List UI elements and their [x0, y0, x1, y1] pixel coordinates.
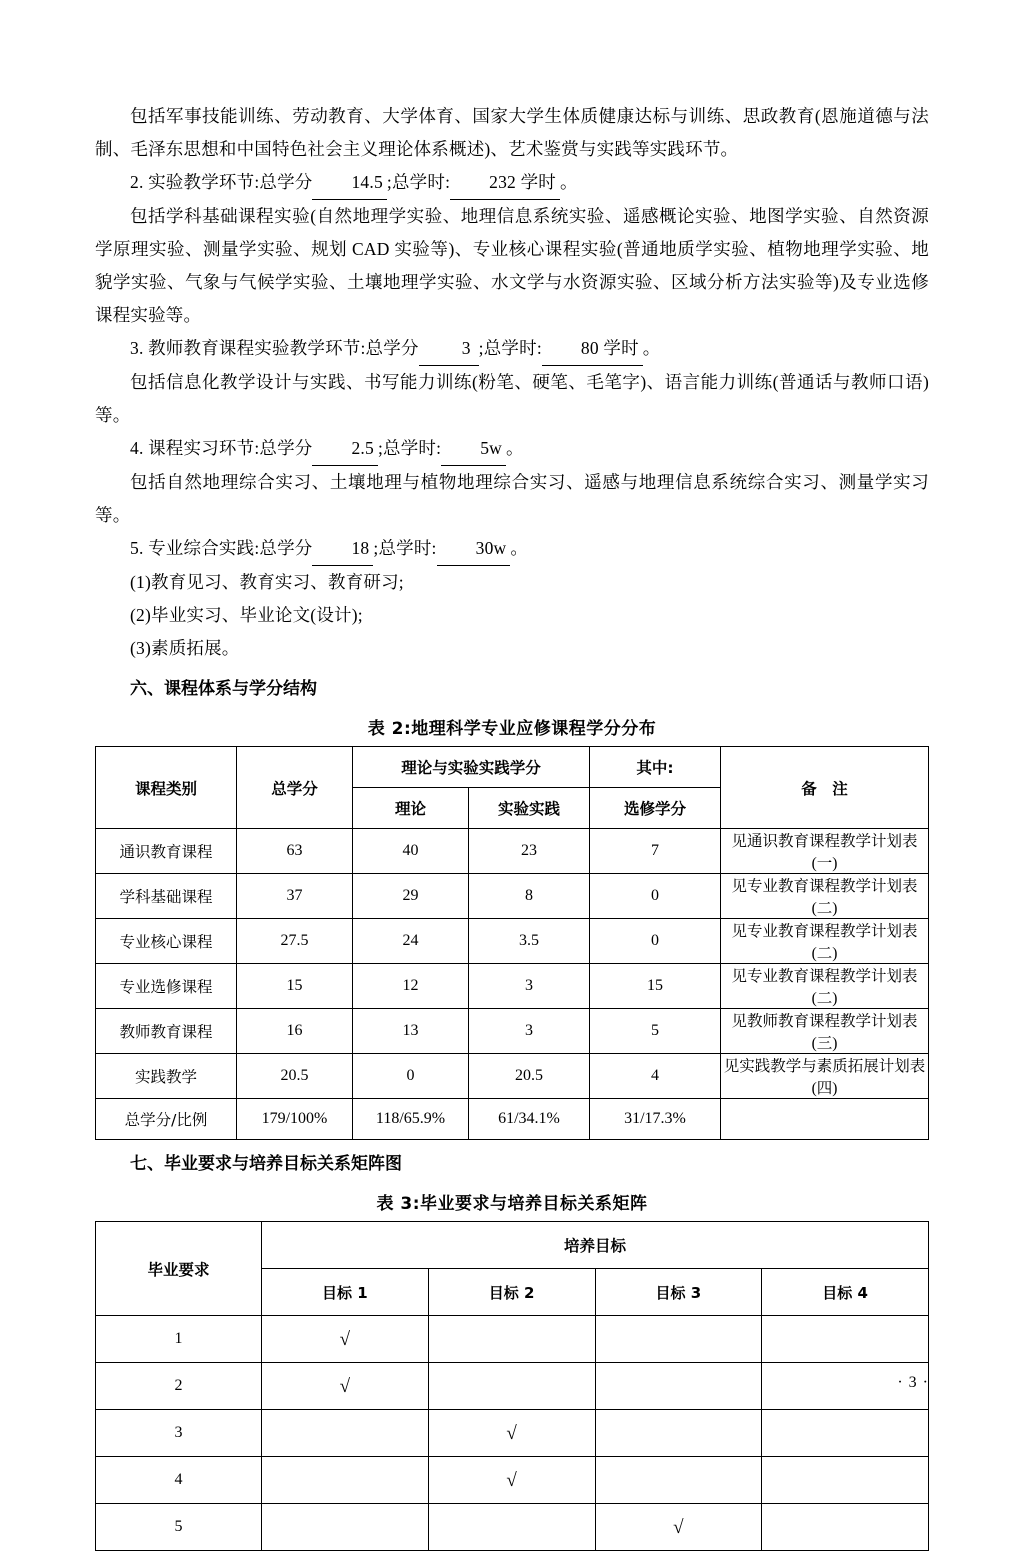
- cell-total: 63: [237, 829, 353, 874]
- paragraph-1: 包括军事技能训练、劳动教育、大学体育、国家大学生体质健康达标与训练、思政教育(恩施道德与法制、毛泽东思想和中国特色社会主义理论体系概述)、艺术鉴赏与实践等实践环节。: [95, 106, 929, 159]
- header-objectives: 培养目标: [262, 1222, 929, 1269]
- cell-requirement: 4: [96, 1457, 262, 1504]
- cell-practice: 3.5: [469, 919, 590, 964]
- header-practice: 实验实践: [469, 788, 590, 829]
- cell-requirement: 2: [96, 1363, 262, 1410]
- table-row: [96, 1316, 929, 1363]
- cell-mark-obj1: [262, 1457, 429, 1504]
- header-objective-3: 目标 3: [595, 1269, 762, 1316]
- table-3-caption: 表 3:毕业要求与培养目标关系矩阵: [376, 1194, 648, 1214]
- cell-course-type: 学科基础课程: [96, 874, 237, 919]
- item-2-line: [95, 166, 929, 200]
- cell-total: 20.5: [237, 1054, 353, 1099]
- cell-practice: 3: [469, 1009, 590, 1054]
- cell-theory: 118/65.9%: [353, 1099, 469, 1140]
- cell-remark: 见专业教育课程教学计划表(二): [721, 964, 929, 1009]
- cell-requirement: 3: [96, 1410, 262, 1457]
- cell-theory: 0: [353, 1054, 469, 1099]
- cell-mark-obj2: [428, 1504, 595, 1551]
- table-2-caption: 表 2:地理科学专业应修课程学分分布: [367, 719, 657, 739]
- page-number: · 3 ·: [897, 1374, 929, 1391]
- cell-total: 27.5: [237, 919, 353, 964]
- item-4-credit-value: 2.5: [312, 432, 377, 466]
- item-2-label: 2. 实验教学环节: [130, 172, 255, 192]
- credit-distribution-table: [95, 746, 929, 1140]
- cell-theory: 12: [353, 964, 469, 1009]
- table-row: [96, 874, 929, 919]
- cell-mark-obj2: [428, 1316, 595, 1363]
- sub-item-1: (1)教育见习、教育实习、教育研习;: [130, 572, 404, 592]
- cell-mark-obj3: [595, 1457, 762, 1504]
- item-4-hours-value: 5w: [441, 432, 506, 466]
- table-3-wrapper: [95, 1221, 929, 1551]
- item-4-hours-label: ;总学时:: [377, 438, 442, 458]
- cell-elective: 7: [590, 829, 721, 874]
- table-row: [96, 964, 929, 1009]
- cell-mark-obj3: √: [595, 1504, 762, 1551]
- table-row-header-1: [96, 1222, 929, 1269]
- paragraph-3: 包括信息化教学设计与实践、书写能力训练(粉笔、硬笔、毛笔字)、语言能力训练(普通话与教师口语)等。: [95, 372, 929, 425]
- header-objective-4: 目标 4: [762, 1269, 929, 1316]
- cell-practice: 8: [469, 874, 590, 919]
- cell-course-type: 教师教育课程: [96, 1009, 237, 1054]
- item-2-credit-label: :总学分: [254, 172, 313, 192]
- header-objective-2: 目标 2: [428, 1269, 595, 1316]
- sub-item-2: (2)毕业实习、毕业论文(设计);: [130, 605, 363, 625]
- cell-mark-obj3: [595, 1316, 762, 1363]
- header-among-which: 其中:: [590, 747, 721, 788]
- cell-mark-obj3: [595, 1363, 762, 1410]
- cell-theory: 24: [353, 919, 469, 964]
- cell-elective: 31/17.3%: [590, 1099, 721, 1140]
- cell-mark-obj2: √: [428, 1457, 595, 1504]
- cell-course-type: 专业选修课程: [96, 964, 237, 1009]
- cell-elective: 0: [590, 874, 721, 919]
- item-3-label: 3. 教师教育课程实验教学环节: [130, 338, 361, 358]
- cell-remark: [721, 1099, 929, 1140]
- header-course-type: 课程类别: [96, 747, 237, 829]
- table-row: [96, 1504, 929, 1551]
- item-5-credit-value: 18: [312, 532, 373, 566]
- cell-remark: 见专业教育课程教学计划表(二): [721, 919, 929, 964]
- cell-mark-obj3: [595, 1410, 762, 1457]
- section-7-heading: 七、毕业要求与培养目标关系矩阵图: [130, 1154, 402, 1174]
- cell-course-type: 通识教育课程: [96, 829, 237, 874]
- cell-requirement: 5: [96, 1504, 262, 1551]
- table-row: [96, 1054, 929, 1099]
- cell-mark-obj4: [762, 1457, 929, 1504]
- cell-mark-obj2: [428, 1363, 595, 1410]
- item-3-credit-value: 3: [419, 332, 479, 366]
- cell-mark-obj4: [762, 1316, 929, 1363]
- cell-total: 15: [237, 964, 353, 1009]
- sub-item-3: (3)素质拓展。: [130, 638, 240, 658]
- item-2-hours-value: 232 学时: [450, 166, 560, 200]
- cell-practice: 3: [469, 964, 590, 1009]
- cell-mark-obj1: [262, 1410, 429, 1457]
- item-5-line: [95, 532, 929, 566]
- cell-practice: 23: [469, 829, 590, 874]
- cell-requirement: 1: [96, 1316, 262, 1363]
- cell-mark-obj2: √: [428, 1410, 595, 1457]
- item-3-credit-label: :总学分: [360, 338, 419, 358]
- cell-theory: 29: [353, 874, 469, 919]
- header-remark: 备 注: [721, 747, 929, 829]
- header-requirement: 毕业要求: [96, 1222, 262, 1316]
- item-4-tail: 。: [506, 438, 524, 458]
- table-row: [96, 1363, 929, 1410]
- table-row-header-1: [96, 747, 929, 788]
- table-2-wrapper: [95, 746, 929, 1140]
- cell-remark: 见通识教育课程教学计划表(一): [721, 829, 929, 874]
- item-3-tail: 。: [642, 338, 661, 358]
- item-2-tail: 。: [559, 172, 578, 192]
- header-elective-credits: 选修学分: [590, 788, 721, 829]
- cell-remark: 见实践教学与素质拓展计划表(四): [721, 1054, 929, 1099]
- cell-mark-obj4: [762, 1504, 929, 1551]
- item-3-line: [95, 332, 929, 366]
- item-5-credit-label: :总学分: [254, 538, 313, 558]
- item-2-hours-label: ;总学时:: [386, 172, 451, 192]
- item-2-credit-value: 14.5: [312, 166, 386, 200]
- header-theory-practice: 理论与实验实践学分: [353, 747, 590, 788]
- item-3-hours-value: 80 学时: [542, 332, 643, 366]
- item-4-label: 4. 课程实习环节: [130, 438, 255, 458]
- cell-total: 179/100%: [237, 1099, 353, 1140]
- item-4-credit-label: :总学分: [254, 438, 313, 458]
- cell-elective: 4: [590, 1054, 721, 1099]
- cell-course-type: 实践教学: [96, 1054, 237, 1099]
- paragraph-2: 包括学科基础课程实验(自然地理学实验、地理信息系统实验、遥感概论实验、地图学实验、自然资源学原理实验、测量学实验、规划 CAD 实验等)、专业核心课程实验(普通地质学实验、植物地理学实验、地貌学实验、气象与气候学实验、土壤地理学实验、水文学与水资源实验、区域分析方法实验等)及专业选修课程实验等。: [95, 206, 929, 325]
- cell-course-type: 总学分/比例: [96, 1099, 237, 1140]
- cell-practice: 20.5: [469, 1054, 590, 1099]
- objectives-matrix-table: [95, 1221, 929, 1551]
- table-row: [96, 919, 929, 964]
- cell-theory: 40: [353, 829, 469, 874]
- cell-elective: 5: [590, 1009, 721, 1054]
- cell-mark-obj4: [762, 1410, 929, 1457]
- item-5-hours-label: ;总学时:: [373, 538, 437, 558]
- cell-theory: 13: [353, 1009, 469, 1054]
- item-5-tail: 。: [510, 538, 529, 558]
- section-6-heading: 六、课程体系与学分结构: [130, 679, 317, 699]
- item-5-label: 5. 专业综合实践: [130, 538, 255, 558]
- paragraph-4: 包括自然地理综合实习、土壤地理与植物地理综合实习、遥感与地理信息系统综合实习、测量学实习等。: [95, 472, 929, 525]
- cell-total: 16: [237, 1009, 353, 1054]
- cell-remark: 见专业教育课程教学计划表(二): [721, 874, 929, 919]
- table-row: [96, 1457, 929, 1504]
- header-total-credits: 总学分: [237, 747, 353, 829]
- table-row-total: [96, 1099, 929, 1140]
- cell-total: 37: [237, 874, 353, 919]
- cell-mark-obj1: [262, 1504, 429, 1551]
- table-row: [96, 1410, 929, 1457]
- header-objective-1: 目标 1: [262, 1269, 429, 1316]
- item-4-line: [95, 432, 929, 466]
- cell-practice: 61/34.1%: [469, 1099, 590, 1140]
- cell-elective: 0: [590, 919, 721, 964]
- table-row: [96, 1009, 929, 1054]
- item-5-hours-value: 30w: [437, 532, 511, 566]
- cell-remark: 见教师教育课程教学计划表(三): [721, 1009, 929, 1054]
- cell-course-type: 专业核心课程: [96, 919, 237, 964]
- cell-elective: 15: [590, 964, 721, 1009]
- table-row: [96, 829, 929, 874]
- header-theory: 理论: [353, 788, 469, 829]
- cell-mark-obj1: √: [262, 1316, 429, 1363]
- cell-mark-obj1: √: [262, 1363, 429, 1410]
- item-3-hours-label: ;总学时:: [478, 338, 542, 358]
